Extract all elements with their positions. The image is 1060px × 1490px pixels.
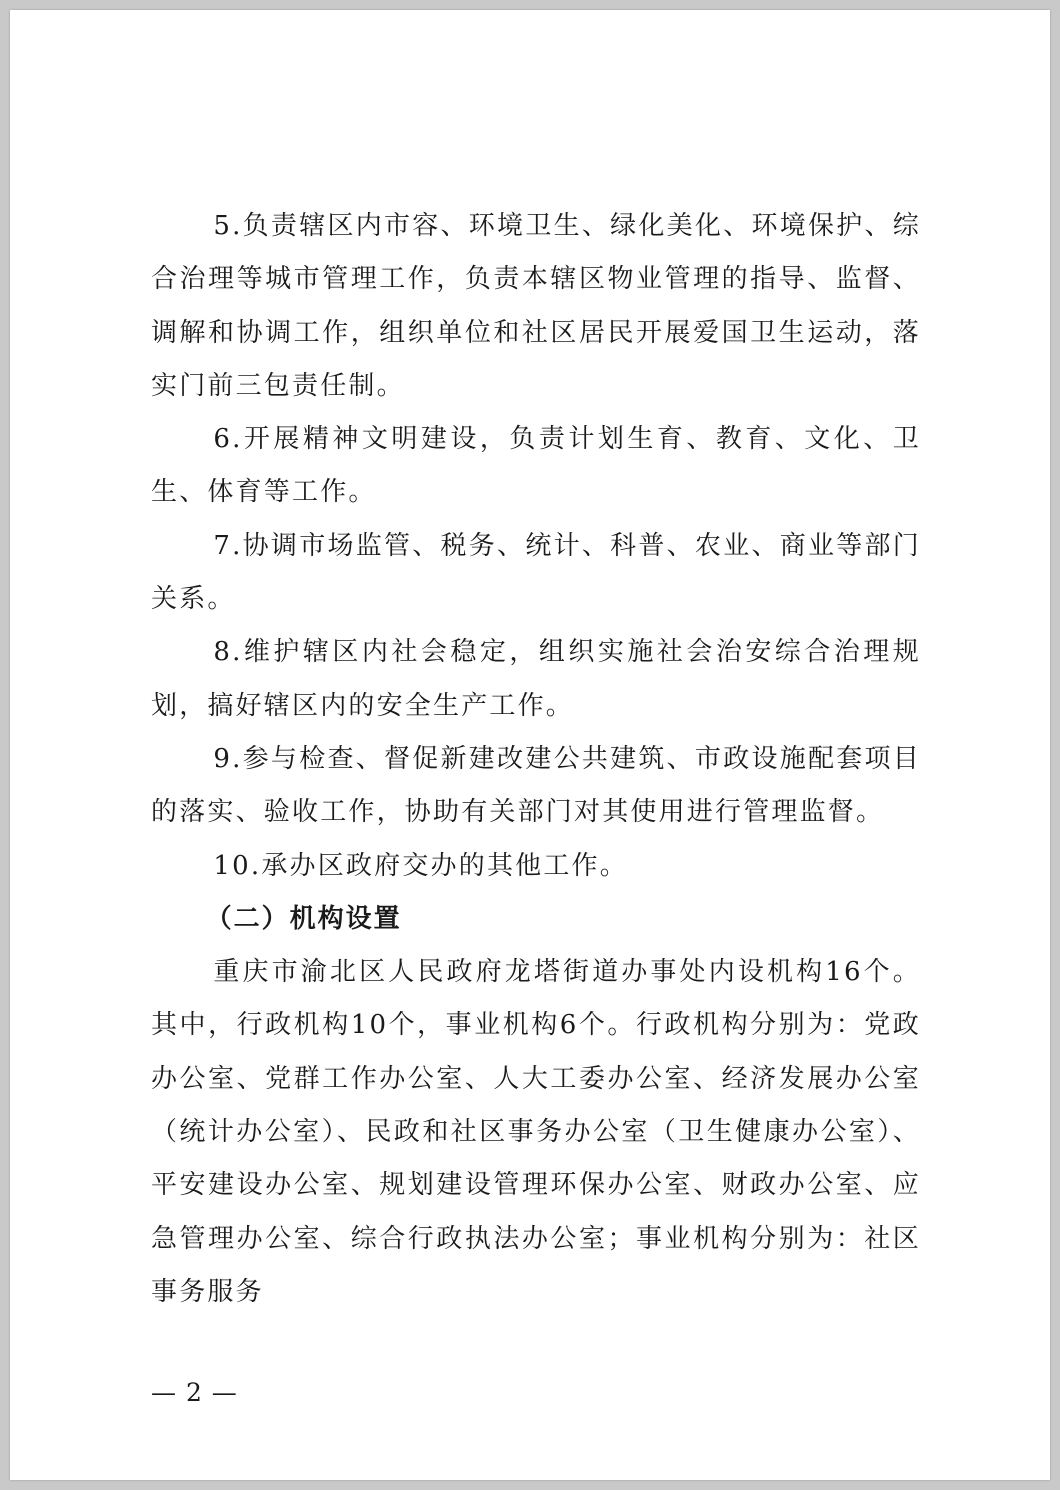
paragraph-item-9: 9.参与检查、督促新建改建公共建筑、市政设施配套项目的落实、验收工作，协助有关部门对其使用进行管理监督。 <box>151 743 921 828</box>
page-number: — 2 — <box>151 1378 238 1407</box>
section-paragraph: 重庆市渝北区人民政府龙塔街道办事处内设机构16个。其中，行政机构10个，事业机构6个。行政机构分别为：党政办公室、党群工作办公室、人大工委办公室、经济发展办公室（统计办公室）、民政和社区事务办公室（卫生健康办公室）、平安建设办公室、规划建设管理环保办公室、财政办公室、应急管理办公室、综合行政执法办公室；事业机构分别为：社区事务服务 <box>151 957 921 1307</box>
paragraph-item-5: 5.负责辖区内市容、环境卫生、绿化美化、环境保护、综合治理等城市管理工作，负责本辖区物业管理的指导、监督、调解和协调工作，组织单位和社区居民开展爱国卫生运动，落实门前三包责任制。 <box>151 211 921 401</box>
paragraph-item-7: 7.协调市场监管、税务、统计、科普、农业、商业等部门关系。 <box>151 530 921 615</box>
document-body <box>151 200 921 1319</box>
section-heading: （二）机构设置 <box>205 903 402 934</box>
paragraph-item-8: 8.维护辖区内社会稳定，组织实施社会治安综合治理规划，搞好辖区内的安全生产工作。 <box>151 637 921 721</box>
paragraph-item-6: 6.开展精神文明建设，负责计划生育、教育、文化、卫生、体育等工作。 <box>151 424 921 508</box>
document-page <box>10 10 1050 1480</box>
paragraph-item-10: 10.承办区政府交办的其他工作。 <box>213 850 628 881</box>
